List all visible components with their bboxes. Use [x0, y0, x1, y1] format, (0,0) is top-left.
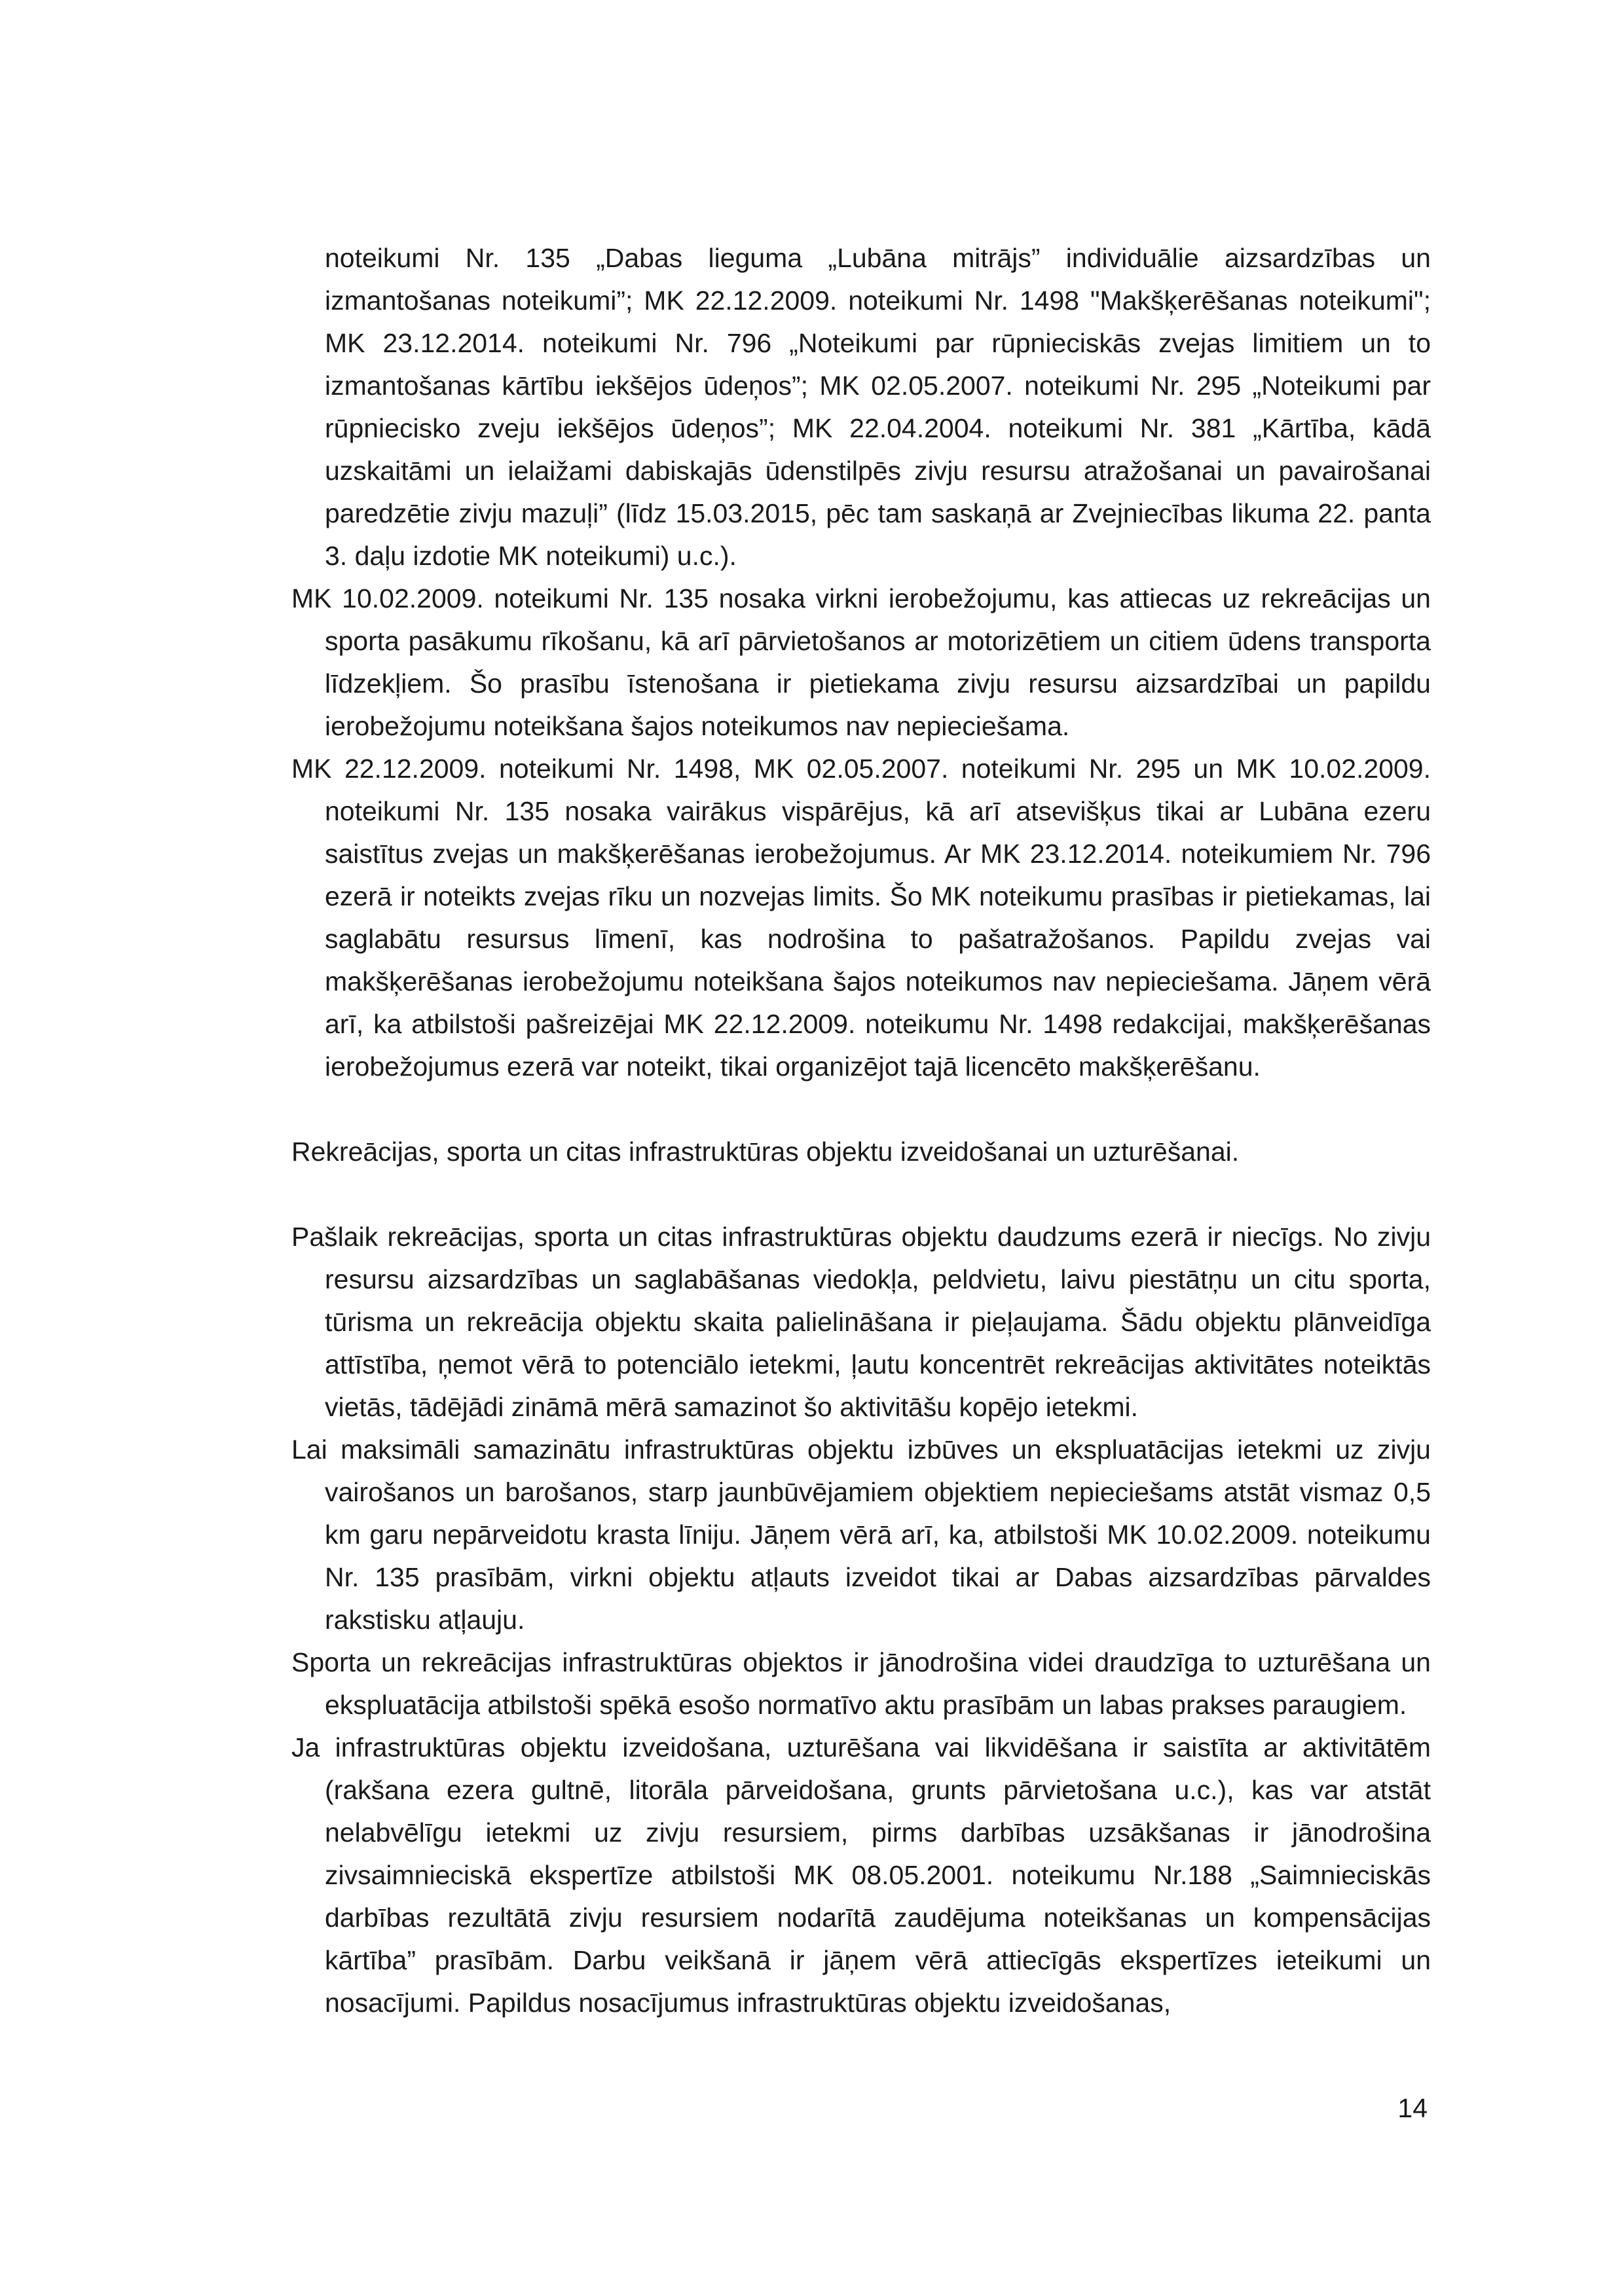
paragraph-mk-135-restrictions: MK 10.02.2009. noteikumi Nr. 135 nosaka virkni ierobežojumu, kas attiecas uz rekreācijas un sporta pasākumu rīkošanu, kā arī pārvietošanos ar motorizētiem un citiem ūdens transporta līdzekļiem. Šo prasību īstenošana ir pietiekama zivju resursu aizsardzībai un papildu ierobežojumu noteikšana šajos noteikumos nav nepieciešama. — [291, 583, 1431, 741]
page-number: 14 — [1397, 2093, 1428, 2123]
section-heading: Rekreācijas, sporta un citas infrastruktūras objektu izveidošanai un uzturēšanai. — [291, 1137, 1240, 1167]
paragraph-recreation-objects: Pašlaik rekreācijas, sporta un citas infrastruktūras objektu daudzums ezerā ir niecīgs. No zivju resursu aizsardzības un saglabāšanas viedokļa, peldvietu, laivu piestātņu un citu sporta, tūrisma un rekreācija objektu skaita palielināšana ir pieļaujama. Šādu objektu plānveidīga attīstība, ņemot vērā to potenciālo ietekmi, ļautu koncentrēt rekreācijas aktivitātes noteiktās vietās, tādējādi zināmā mērā samazinot šo aktivitāšu kopējo ietekmi. — [291, 1222, 1431, 1422]
paragraph-minimize-impact: Lai maksimāli samazinātu infrastruktūras objektu izbūves un ekspluatācijas ietekmi uz zivju vairošanos un barošanos, starp jaunbūvējamiem objektiem nepieciešams atstāt vismaz 0,5 km garu nepārveidotu krasta līniju. Jāņem vērā arī, ka, atbilstoši MK 10.02.2009. noteikumu Nr. 135 prasībām, virkni objektu atļauts izveidot tikai ar Dabas aizsardzības pārvaldes rakstisku atļauju. — [291, 1434, 1431, 1635]
document-body — [291, 237, 1431, 2024]
paragraph-expertise-requirement: Ja infrastruktūras objektu izveidošana, uzturēšana vai likvidēšana ir saistīta ar aktivitātēm (rakšana ezera gultnē, litorāla pārveidošana, grunts pārvietošana u.c.), kas var atstāt nelabvēlīgu ietekmi uz zivju resursiem, pirms darbības uzsākšanas ir jānodrošina zivsaimnieciskā ekspertīze atbilstoši MK 08.05.2001. noteikumu Nr.188 „Saimnieciskās darbības rezultātā zivju resursiem nodarītā zaudējuma noteikšanas un kompensācijas kārtība” prasībām. Darbu veikšanā ir jāņem vērā attiecīgās ekspertīzes ieteikumi un nosacījumi. Papildus nosacījumus infrastruktūras objektu izveidošanas, — [291, 1732, 1431, 2018]
paragraph-mk-fishing-restrictions: MK 22.12.2009. noteikumi Nr. 1498, MK 02.05.2007. noteikumi Nr. 295 un MK 10.02.2009. noteikumi Nr. 135 nosaka vairākus vispārējus, kā arī atsevišķus tikai ar Lubāna ezeru saistītus zvejas un makšķerēšanas ierobežojumus. Ar MK 23.12.2014. noteikumiem Nr. 796 ezerā ir noteikts zvejas rīku un nozvejas limits. Šo MK noteikumu prasības ir pietiekamas, lai saglabātu resursus līmenī, kas nodrošina to pašatražošanos. Papildu zvejas vai makšķerēšanas ierobežojumu noteikšana šajos noteikumos nav nepieciešama. Jāņem vērā arī, ka atbilstoši pašreizējai MK 22.12.2009. noteikumu Nr. 1498 redakcijai, makšķerēšanas ierobežojumus ezerā var noteikt, tikai organizējot tajā licencēto makšķerēšanu. — [291, 754, 1431, 1082]
continued-paragraph: noteikumi Nr. 135 „Dabas lieguma „Lubāna mitrājs” individuālie aizsardzības un izmantošanas noteikumi”; MK 22.12.2009. noteikumi Nr. 1498 "Makšķerēšanas noteikumi"; MK 23.12.2014. noteikumi Nr. 796 „Noteikumi par rūpnieciskās zvejas limitiem un to izmantošanas kārtību iekšējos ūdeņos”; MK 02.05.2007. noteikumi Nr. 295 „Noteikumi par rūpniecisko zveju iekšējos ūdeņos”; MK 22.04.2004. noteikumi Nr. 381 „Kārtība, kādā uzskaitāmi un ielaižami dabiskajās ūdenstilpēs zivju resursu atražošanai un pavairošanai paredzētie zivju mazuļi” (līdz 15.03.2015, pēc tam saskaņā ar Zvejniecības likuma 22. panta 3. daļu izdotie MK noteikumi) u.c.). — [325, 243, 1431, 571]
paragraph-eco-friendly-maintenance: Sporta un rekreācijas infrastruktūras objektos ir jānodrošina videi draudzīga to uzturēšana un ekspluatācija atbilstoši spēkā esošo normatīvo aktu prasībām un labas prakses paraugiem. — [291, 1647, 1431, 1720]
